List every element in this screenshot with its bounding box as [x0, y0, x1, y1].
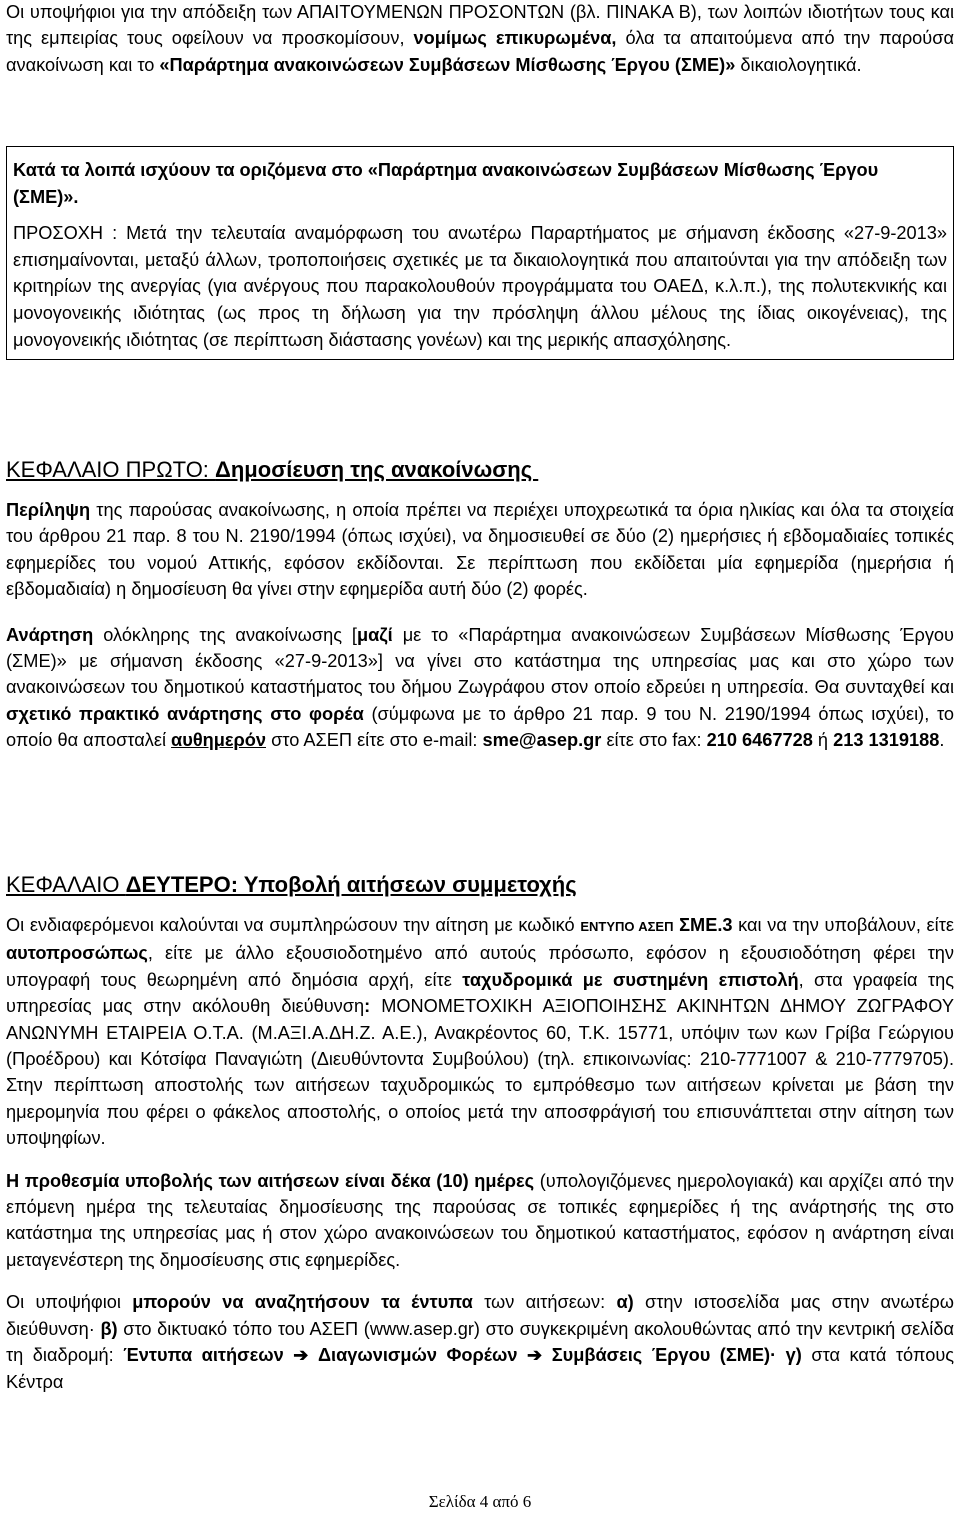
- chapter-2-forms-paragraph: Οι υποψήφιοι μπορούν να αναζητήσουν τα έντυπα των αιτήσεων: α) στην ιστοσελίδα μας στην ανωτέρω διεύθυνση· β) στο δικτυακό τόπο του ΑΣΕΠ (www.asep.gr) στο συγκεκριμένη ακολουθώντας από την κεντρική σελίδα τη διαδρομή: Έντυπα αιτήσεων ➔ Διαγωνισμών Φορέων ➔ Συμβάσεις Έργου (ΣΜΕ)· γ) στα κατά τόπους Κέντρα: [6, 1292, 955, 1392]
- arrow-right-icon: ➔: [526, 1345, 543, 1366]
- chapter-2-deadline-paragraph: Η προθεσμία υποβολής των αιτήσεων είναι δέκα (10) ημέρες (υπολογιζόμενες ημερολογιακά) και αρχίζει από την επόμενη ημέρα της τελευταίας δημοσίευσης της παρούσας σε τοπικές εφημερίδες ή της ανάρτησής της στο κατάστημα της υπηρεσίας μας ή στον χώρο ανακοινώσεων του δημοτικού καταστήματος, εφόσον η ανάρτηση είναι μεταγενέστερη της δημοσίευσης στις εφημερίδες.: [6, 1170, 954, 1270]
- notice-attention: ΠΡΟΣΟΧΗ : Μετά την τελευταία αναμόρφωση του ανωτέρω Παραρτήματος με σήμανση έκδοσης «27-9-2013» επισημαίνονται, μεταξύ άλλων, τροποποιήσεις σχετικές με τα δικαιολογητικά που απαιτούνται για την απόδειξη των κριτηρίων της ανεργίας (για ανέργους που παρακολουθούν προγράμματα του ΟΑΕΔ, κ.λ.π.), της πολυτεκνικής και μονογονεικής ιδιότητας (ως προς τη δήλωση για την πρόσληψη άλλου μέλους της ίδιας οικογένειας), της μονογονεικής ιδιότητας (σε περίπτωση διάστασης γονέων) και της μερικής απασχόλησης.: [13, 223, 947, 350]
- page-footer: Σελίδα 4 από 6: [428, 1492, 532, 1511]
- notice-box: [6, 146, 954, 360]
- chapter-1: [6, 456, 954, 754]
- chapter-2: [6, 871, 954, 1395]
- email-link[interactable]: sme@asep.gr: [482, 730, 602, 751]
- chapter-1-summary-paragraph: Περίληψη της παρούσας ανακοίνωσης, η οποία πρέπει να περιέχει υποχρεωτικά τα όρια ηλικίας και όλα τα στοιχεία του άρθρου 21 παρ. 8 του Ν. 2190/1994 (όπως ισχύει), να δημοσιευθεί σε δύο (2) ημερήσιες ή εβδομαδιαίες τοπικές εφημερίδες του νομού Αττικής, εφόσον εκδίδονται. Σε περίπτωση που εκδίδεται μία εφημερίδα (ημερήσια ή εβδομαδιαία) η δημοσίευση θα γίνει στην εφημερίδα αυτή δύο (2) φορές.: [6, 500, 954, 600]
- chapter-1-posting-paragraph: Ανάρτηση ολόκληρης της ανακοίνωσης [μαζί με το «Παράρτημα ανακοινώσεων Συμβάσεων Μίσθωσης Έργου (ΣΜΕ)» με σήμανση έκδοσης «27-9-2013»] να γίνει στο κατάστημα της υπηρεσίας μας και στο χώρο των ανακοινώσεων του δημοτικού καταστήματος του δήμου Ζωγράφου στον οποίο εδρεύει η υπηρεσία. Θα συνταχθεί και σχετικό πρακτικό ανάρτησης στο φορέα (σύμφωνα με το άρθρο 21 παρ. 9 του Ν. 2190/1994 όπως ισχύει), το οποίο θα αποσταλεί αυθημερόν στο ΑΣΕΠ είτε στο e-mail: sme@asep.gr είτε στο fax: 210 6467728 ή 213 1319188.: [6, 624, 954, 751]
- arrow-right-icon: ➔: [293, 1345, 309, 1366]
- chapter-2-submission-paragraph: Οι ενδιαφερόμενοι καλούνται να συμπληρώσουν την αίτηση με κωδικό ΕΝΤΥΠΟ ΑΣΕΠ ΣΜΕ.3 και να την υποβάλουν, είτε αυτοπροσώπως, είτε με άλλο εξουσιοδοτημένο από αυτούς πρόσωπο, εφόσον η εξουσιοδότηση φέρει την υπογραφή τους θεωρημένη από δημόσια αρχή, είτε ταχυδρομικά με συστημένη επιστολή, στα γραφεία της υπηρεσίας μας στην ακόλουθη διεύθυνση: ΜΟΝΟΜΕΤΟΧΙΚΗ ΑΞΙΟΠΟΙΗΣΗΣ ΑΚΙΝΗΤΩΝ ΔΗΜΟΥ ΖΩΓΡΑΦΟΥ ΑΝΩΝΥΜΗ ΕΤΑΙΡΕΙΑ Ο.Τ.Α. (Μ.ΑΞΙ.Α.ΔΗ.Ζ. Α.Ε.), Ανακρέοντος 60, Τ.Κ. 15771, υπόψιν των κων Γρίβα Γεώργιου (Προέδρου) και Κότσίφα Παναγιώτη (Διευθύντοντα Συμβούλου) (τηλ. επικοινωνίας: 210-7771007 & 210-7779705). Στην περίπτωση αποστολής των αιτήσεων ταχυδρομικώς το εμπρόθεσμο των αιτήσεων κρίνεται με βάση την ημερομηνία που φέρει ο φάκελος αποστολής, ο οποίος μετά την αποσφράγισή του επισυνάπτεται στην αίτηση των υποψηφίων.: [6, 915, 954, 1149]
- intro-paragraph: Οι υποψήφιοι για την απόδειξη των ΑΠΑΙΤΟΥΜΕΝΩΝ ΠΡΟΣΟΝΤΩΝ (βλ. ΠΙΝΑΚΑ Β), των λοιπών ιδιοτήτων τους και της εμπειρίας τους οφείλουν να προσκομίσουν, νομίμως επικυρωμένα, όλα τα απαιτούμενα από την παρούσα ανακοίνωση και το «Παράρτημα ανακοινώσεων Συμβάσεων Μίσθωσης Έργου (ΣΜΕ)» δικαιολογητικά.: [6, 2, 954, 75]
- notice-lead: Κατά τα λοιπά ισχύουν τα οριζόμενα στο «Παράρτημα ανακοινώσεων Συμβάσεων Μίσθωσης Έργου (ΣΜΕ)».: [13, 160, 879, 207]
- chapter-1-heading: ΚΕΦΑΛΑΙΟ ΠΡΩΤΟ: Δημοσίευση της ανακοίνωσης: [6, 457, 539, 482]
- chapter-2-heading: ΚΕΦΑΛΑΙΟ ΔΕΥΤΕΡΟ: Υποβολή αιτήσεων συμμετοχής: [6, 872, 577, 897]
